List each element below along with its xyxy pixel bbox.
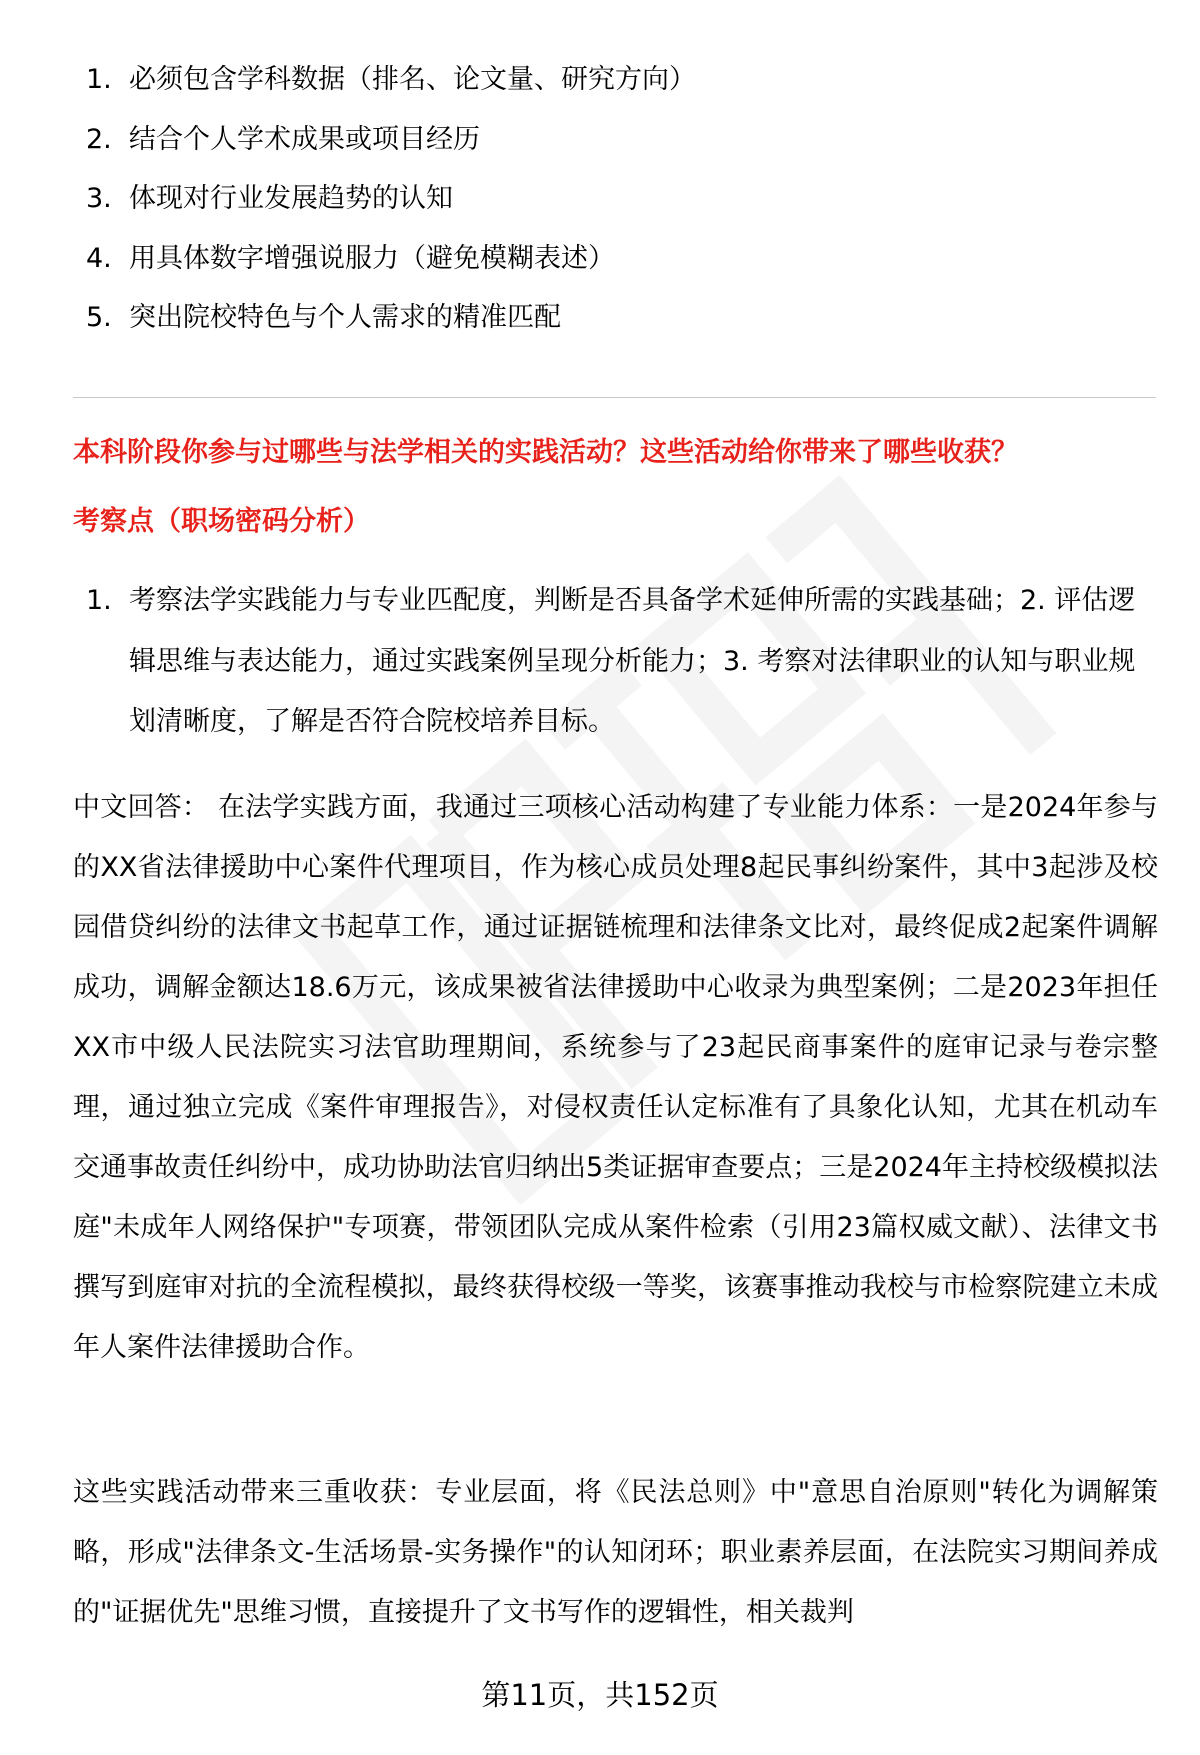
list-item [75, 229, 1155, 289]
list-text: 用具体数字增强说服力（避免模糊表述） [129, 242, 615, 274]
section-divider [73, 397, 1156, 398]
list-number: 1. [86, 64, 112, 95]
list-text: 结合个人学术成果或项目经历 [129, 123, 480, 155]
list-item [75, 571, 1155, 753]
list-number: 3. [86, 183, 112, 214]
list-item [75, 110, 1155, 170]
list-number: 2. [86, 123, 112, 155]
answer-paragraph: 中文回答： 在法学实践方面，我通过三项核心活动构建了专业能力体系：一是2024年参与的XX省法律援助中心案件代理项目，作为核心成员处理8起民事纠纷案件，其中3起涉及校园借贷纠纷的法律文书起草工作，通过证据链梳理和法律条文比对，最终促成2起案件调解成功，调解金额达18.6万元，该成果被省法律援助中心收录为典型案例；二是2023年担任XX市中级人民法院实习法官助理期间，系统参与了23起民商事案件的庭审记录与卷宗整理，通过独立完成《案件审理报告》，对侵权责任认定标准有了具象化认知，尤其在机动车交通事故责任纠纷中，成功协助法官归纳出5类证据审查要点；三是2024年主持校级模拟法庭"未成年人网络保护"专项赛，带领团队完成从案件检索（引用23篇权威文献）、法律文书撰写到庭审对抗的全流程模拟，最终获得校级一等奖，该赛事推动我校与市检察院建立未成年人案件法律援助合作。 [73, 792, 1158, 1363]
list-item [75, 288, 1155, 348]
assessment-points-list [75, 571, 1155, 753]
gains-paragraph: 这些实践活动带来三重收获：专业层面，将《民法总则》中"意思自治原则"转化为调解策略，形成"法律条文-生活场景-实务操作"的认知闭环；职业素养层面，在法院实习期间养成的"证据优先"思维习惯，直接提升了文书写作的逻辑性，相关裁判 [73, 1477, 1158, 1628]
list-text: 突出院校特色与个人需求的精准匹配 [129, 302, 561, 333]
list-number: 1. [86, 585, 112, 616]
list-text: 考察法学实践能力与专业匹配度，判断是否具备学术延伸所需的实践基础；2. 评估逻辑思维与表达能力，通过实践案例呈现分析能力；3. 考察对法律职业的认知与职业规划清晰度，了解是否符合院校培养目标。 [129, 585, 1136, 737]
requirements-list [75, 50, 1155, 348]
question-subtitle: 考察点（职场密码分析） [73, 506, 370, 537]
list-item [75, 169, 1155, 229]
list-text: 必须包含学科数据（排名、论文量、研究方向） [129, 64, 696, 95]
list-number: 4. [86, 242, 112, 274]
question-title: 本科阶段你参与过哪些与法学相关的实践活动？这些活动给你带来了哪些收获？ [73, 437, 1018, 468]
list-number: 5. [86, 302, 112, 333]
list-text: 体现对行业发展趋势的认知 [129, 183, 453, 214]
list-item [75, 50, 1155, 110]
page-number-footer: 第11页，共152页 [481, 1678, 719, 1712]
